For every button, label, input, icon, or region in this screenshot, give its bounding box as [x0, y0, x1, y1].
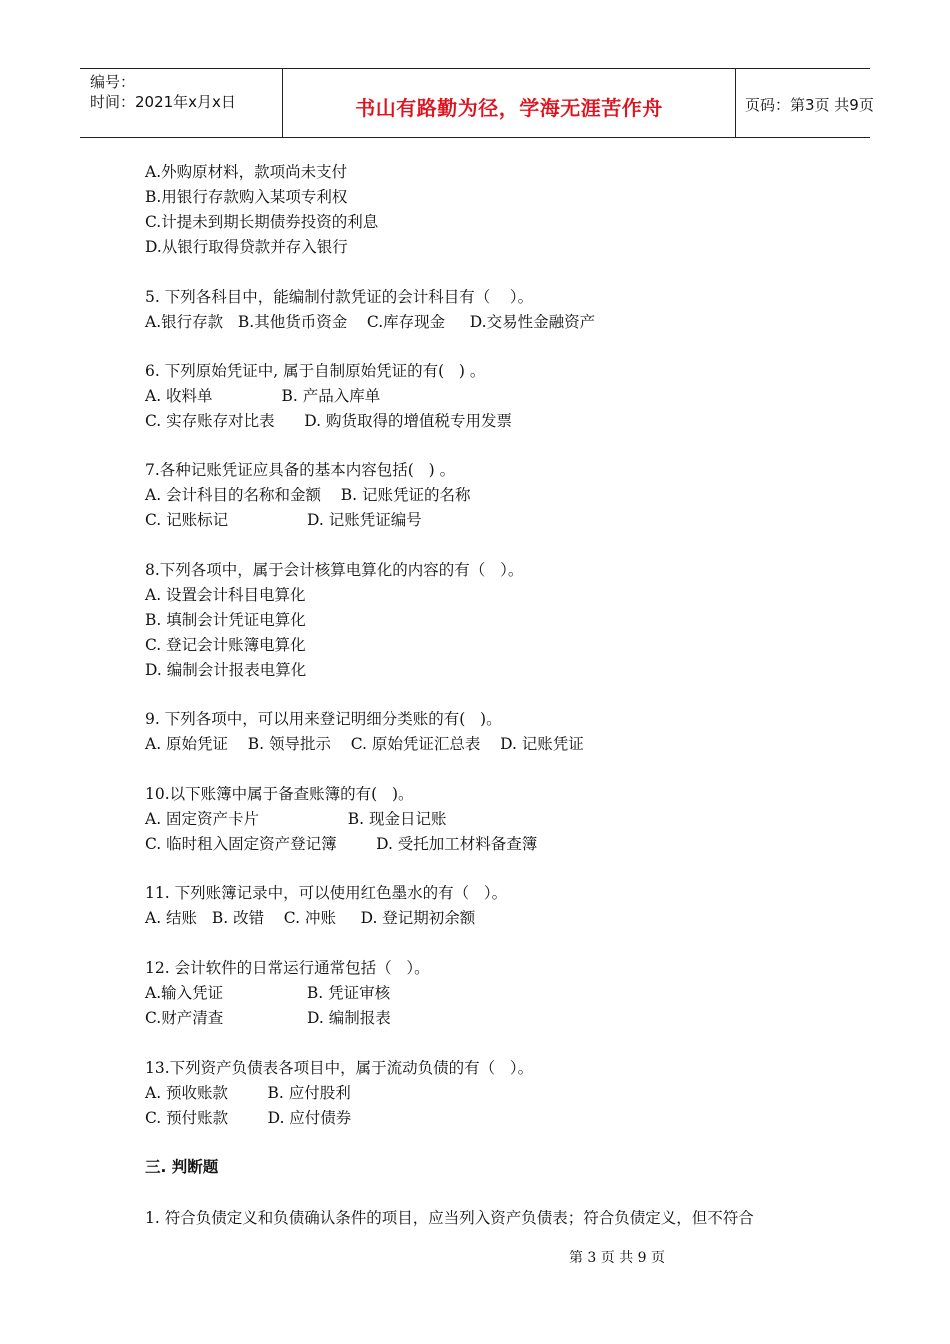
question-line: 9. 下列各项中，可以用来登记明细分类账的有( )。 [145, 710, 502, 728]
question-line: 7.各种记账凭证应具备的基本内容包括( ) 。 [145, 461, 456, 479]
option-line: C. 临时租入固定资产登记簿 D. 受托加工材料备查簿 [145, 835, 538, 853]
option-line: A. 结账 B. 改错 C. 冲账 D. 登记期初余额 [145, 909, 476, 927]
question-line: 13.下列资产负债表各项目中，属于流动负债的有（ ）。 [145, 1059, 534, 1077]
document-number-label: 编号： [90, 73, 136, 91]
option-line: C. 预付账款 D. 应付债券 [145, 1109, 352, 1127]
option-line: B. 填制会计凭证电算化 [145, 611, 306, 629]
header-motto-cell [282, 69, 736, 137]
option-line: A. 设置会计科目电算化 [145, 586, 306, 604]
question-line: 8.下列各项中，属于会计核算电算化的内容的有（ ）。 [145, 561, 524, 579]
document-time-label: 时间：2021年x月x日 [90, 93, 236, 111]
question-line: 12. 会计软件的日常运行通常包括（ ）。 [145, 959, 430, 977]
option-line: C.财产清查 D. 编制报表 [145, 1009, 391, 1027]
question-line: 11. 下列账簿记录中，可以使用红色墨水的有（ ）。 [145, 884, 508, 902]
option-line: D. 编制会计报表电算化 [145, 661, 307, 679]
page-header [80, 68, 874, 138]
option-line: C. 实存账存对比表 D. 购货取得的增值税专用发票 [145, 412, 512, 430]
option-line: B.用银行存款购入某项专利权 [145, 188, 348, 206]
page-footer [0, 1247, 950, 1267]
question-line: 10.以下账簿中属于备查账簿的有( )。 [145, 785, 414, 803]
option-line: A.银行存款 B.其他货币资金 C.库存现金 D.交易性金融资产 [145, 313, 596, 331]
option-line: C.计提未到期长期债券投资的利息 [145, 213, 379, 231]
option-line: C. 登记会计账簿电算化 [145, 636, 306, 654]
header-page-cell [735, 69, 874, 137]
page-number: 第 3 页 共 9 页 [568, 1250, 666, 1266]
question-line: 5. 下列各科目中，能编制付款凭证的会计科目有（ ）。 [145, 288, 534, 306]
option-line: A. 原始凭证 B. 领导批示 C. 原始凭证汇总表 D. 记账凭证 [145, 735, 584, 753]
option-line: A. 预收账款 B. 应付股利 [145, 1084, 351, 1102]
header-page-code: 页码：第3页 共9页 [745, 96, 874, 114]
header-meta-cell [80, 69, 282, 137]
question-line: 6. 下列原始凭证中, 属于自制原始凭证的有( ) 。 [145, 362, 486, 380]
option-line: D.从银行取得贷款并存入银行 [145, 238, 348, 256]
option-line: A. 收料单 B. 产品入库单 [145, 387, 381, 405]
question-line: 1. 符合负债定义和负债确认条件的项目，应当列入资产负债表；符合负债定义，但不符合 [145, 1209, 754, 1227]
header-motto: 书山有路勤为径，学海无涯苦作舟 [355, 96, 663, 120]
option-line: C. 记账标记 D. 记账凭证编号 [145, 511, 422, 529]
option-line: A.输入凭证 B. 凭证审核 [145, 984, 391, 1002]
option-line: A. 会计科目的名称和金额 B. 记账凭证的名称 [145, 486, 471, 504]
section-heading: 三. 判断题 [145, 1158, 219, 1176]
option-line: A. 固定资产卡片 B. 现金日记账 [145, 810, 447, 828]
option-line: A.外购原材料，款项尚未支付 [145, 163, 348, 181]
